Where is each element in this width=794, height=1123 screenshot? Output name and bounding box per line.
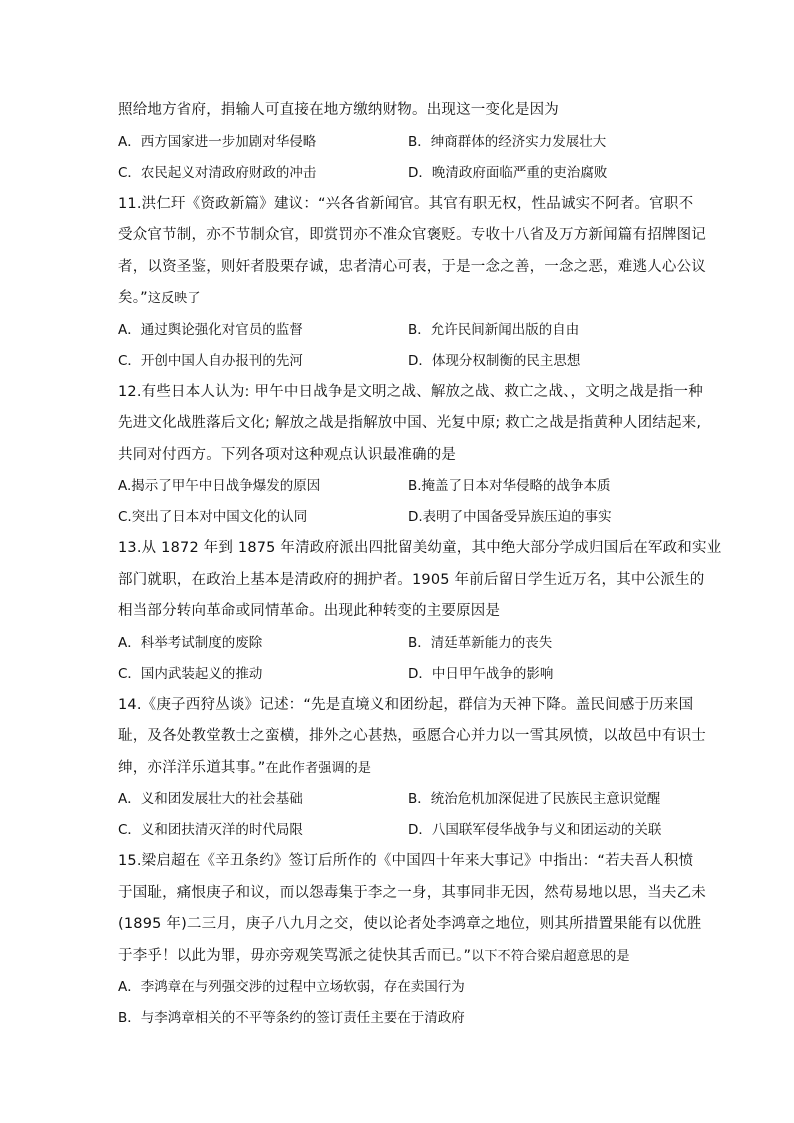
q11-option-b[interactable]: B．允许民间新闻出版的自由 xyxy=(408,321,580,338)
q10-option-d[interactable]: D．晚清政府面临严重的吏治腐败 xyxy=(408,164,608,181)
q10-stem-tail: 照给地方省府，捐输人可直接在地方缴纳财物。出现这一变化是因为 xyxy=(118,102,559,118)
q13-option-d[interactable]: D．中日甲午战争的影响 xyxy=(408,665,554,682)
q14-stem-line2: 耻，及各处教堂教士之蛮横，排外之心甚热，亟愿合心并力以一雪其夙愤，以故邑中有识士 xyxy=(118,728,706,744)
q13-option-a[interactable]: A．科举考试制度的废除 xyxy=(118,634,263,651)
q11-stem-quote-end: 矣。” xyxy=(118,290,148,306)
q15-stem-line3: (1895 年)二三月，庚子八九月之交，使以论者处李鸿章之地位，则其所措置果能有以优胜 xyxy=(118,916,702,932)
q15-stem-prompt: 以下不符合梁启超意思的是 xyxy=(471,948,630,964)
q15-stem-quote-end: 于李乎！以此为罪，毋亦旁观笑骂派之徒快其舌而已。” xyxy=(118,947,472,964)
q13-options-row2 xyxy=(118,659,678,690)
q15-options-row1 xyxy=(118,972,678,1003)
q11-options-row2 xyxy=(118,346,678,377)
q10-option-a[interactable]: A．西方国家进一步加剧对华侵略 xyxy=(118,133,317,150)
q10-options-row2 xyxy=(118,158,678,189)
q14-stem-prompt: 在此作者强调的是 xyxy=(265,760,372,776)
q12-option-d[interactable]: D.表明了中国备受异族压迫的事实 xyxy=(408,509,612,525)
q10-options-row1 xyxy=(118,127,678,158)
q10-option-b[interactable]: B．绅商群体的经济实力发展壮大 xyxy=(408,133,607,150)
q12-option-a[interactable]: A.揭示了甲午中日战争爆发的原因 xyxy=(118,478,321,494)
q12-option-c[interactable]: C.突出了日本对中国文化的认同 xyxy=(118,509,308,525)
q11-stem-prompt: 这反映了 xyxy=(147,291,201,306)
q11-stem-line3: 者，以资圣鉴，则奸者股栗存诚，忠者清心可表，于是一念之善，一念之恶，难逃人心公议 xyxy=(118,258,706,275)
q14-options-row2 xyxy=(118,815,678,846)
q13-stem-line2: 部门就职，在政治上基本是清政府的拥护者。1905 年前后留日学生近万名，其中公派生的 xyxy=(118,571,705,588)
q11-stem-line4 xyxy=(118,283,678,315)
q13-option-b[interactable]: B．清廷革新能力的丧失 xyxy=(408,634,553,651)
q12-stem-line1: 12.有些日本人认为: 甲午中日战争是文明之战、解放之战、救亡之战、，文明之战是指一种 xyxy=(118,383,703,400)
q14-option-c[interactable]: C．义和团扶清灭洋的时代局限 xyxy=(118,822,303,838)
q13-stem-line1: 13.从 1872 年到 1875 年清政府派出四批留美幼童，其中绝大部分学成归国后在军政和实业 xyxy=(118,540,722,556)
q11-option-d[interactable]: D．体现分权制衡的民主思想 xyxy=(408,352,581,369)
q15-option-b[interactable]: B．与李鸿章相关的不平等条约的签订责任主要在于清政府 xyxy=(118,1010,465,1026)
q10-option-c[interactable]: C．农民起义对清政府财政的冲击 xyxy=(118,164,317,181)
q15-stem-line4 xyxy=(118,941,678,973)
q11-option-a[interactable]: A．通过舆论强化对官员的监督 xyxy=(118,321,303,338)
q15-stem-line1: 15.梁启超在《辛丑条约》签订后所作的《中国四十年来大事记》中指出：“若夫吾人积愤 xyxy=(118,853,694,869)
q11-stem-line2: 受众官节制，亦不节制众官，即赏罚亦不准众官褒贬。专收十八省及万方新闻篇有招牌图记 xyxy=(118,227,706,243)
exam-page xyxy=(118,95,722,1034)
q11-stem-line1: 11.洪仁玕《资政新篇》建议：“兴各省新闻官。其官有职无权，性品诚实不阿者。官职不 xyxy=(118,195,694,212)
q15-stem-line2: 于国耻，痛恨庚子和议，而以怨毒集于李之一身，其事同非无因，然苟易地以思，当夫乙未 xyxy=(118,884,706,901)
q14-option-d[interactable]: D．八国联军侵华战争与义和团运动的关联 xyxy=(408,822,662,838)
q13-options-row1 xyxy=(118,628,678,659)
q12-options-row1 xyxy=(118,471,678,502)
q11-options-row1 xyxy=(118,315,678,346)
q12-stem-line2: 先进文化战胜落后文化; 解放之战是指解放中国、光复中原; 救亡之战是指黄种人团结起来, xyxy=(118,415,702,431)
q14-options-row1 xyxy=(118,784,678,815)
q14-stem-quote-end: 绅，亦洋洋乐道其事。” xyxy=(118,759,266,776)
q14-option-b[interactable]: B．统治危机加深促进了民族民主意识觉醒 xyxy=(408,791,661,807)
q14-stem-line1: 14.《庚子西狩丛谈》记述：“先是直境义和团纷起，群信为天神下降。盖民间感于历来国 xyxy=(118,696,694,713)
q14-stem-line3 xyxy=(118,753,678,785)
q12-option-b[interactable]: B.掩盖了日本对华侵略的战争本质 xyxy=(408,478,611,494)
q15-options-row2 xyxy=(118,1003,678,1034)
q15-option-a[interactable]: A．李鸿章在与列强交涉的过程中立场软弱，存在卖国行为 xyxy=(118,979,465,995)
q12-stem-line3: 共同对付西方。下列各项对这种观点认识最准确的是 xyxy=(118,446,457,463)
q12-options-row2 xyxy=(118,502,678,533)
q11-option-c[interactable]: C．开创中国人自办报刊的先河 xyxy=(118,352,303,369)
q13-stem-line3: 相当部分转向革命或同情革命。出现此种转变的主要原因是 xyxy=(118,603,501,619)
q14-option-a[interactable]: A．义和团发展壮大的社会基础 xyxy=(118,791,303,807)
q13-option-c[interactable]: C．国内武装起义的推动 xyxy=(118,665,263,682)
